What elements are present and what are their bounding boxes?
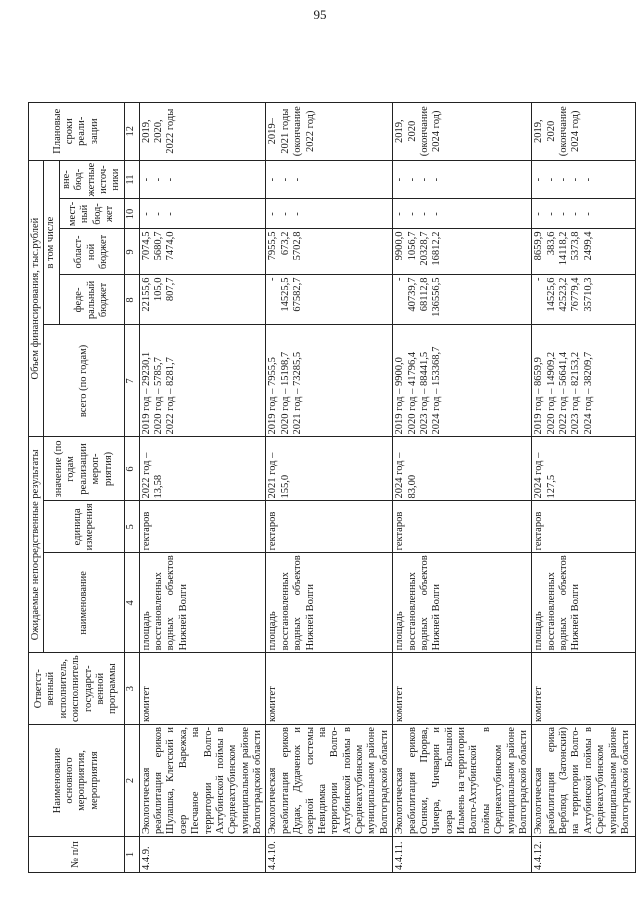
colnum-8: 8 (124, 275, 139, 325)
header-regional: област-ной бюджет (59, 229, 124, 275)
table-row (393, 102, 532, 872)
header-result-name: наименование (44, 553, 124, 653)
row-extra: - - - - (393, 160, 532, 199)
row-terms: 2019, 2020, 2022 годы (139, 102, 266, 160)
row-extra: - - - (139, 160, 266, 199)
colnum-2: 2 (124, 725, 139, 837)
header-value: значение (по годам реализации мероп-риятия) (44, 437, 124, 501)
row-extra: - - - (266, 160, 393, 199)
header-unit: единица измерения (44, 501, 124, 553)
row-regional: 7955,5 673,2 5702,8 (266, 229, 393, 275)
colnum-3: 3 (124, 653, 139, 725)
row-local: - - - (266, 199, 393, 229)
colnum-4: 4 (124, 553, 139, 653)
row-federal: - 14525,5 67582,7 (266, 275, 393, 325)
row-unit: гектаров (139, 501, 266, 553)
row-result: площадь восстановленных водных объектов Нижней Волги (532, 553, 636, 653)
row-value: 2024 год – 83,00 (393, 437, 532, 501)
row-no: 4.4.9. (139, 837, 266, 873)
row-result: площадь восстановленных водных объектов Нижней Волги (393, 553, 532, 653)
row-responsible: комитет (532, 653, 636, 725)
row-unit: гектаров (532, 501, 636, 553)
colnum-1: 1 (124, 837, 139, 873)
row-value: 2021 год – 155,0 (266, 437, 393, 501)
row-result: площадь восстановленных водных объектов Нижней Волги (139, 553, 266, 653)
row-local: - - - - (393, 199, 532, 229)
colnum-5: 5 (124, 501, 139, 553)
header-results: Ожидаемые непосредственные результаты (29, 437, 44, 653)
colnum-11: 11 (124, 160, 139, 199)
row-unit: гектаров (393, 501, 532, 553)
table-row (139, 102, 266, 872)
header-federal: феде-ральный бюджет (59, 275, 124, 325)
row-local: - - - - - (532, 199, 636, 229)
row-regional: 7074,5 5680,7 7474,0 (139, 229, 266, 275)
row-unit: гектаров (266, 501, 393, 553)
row-responsible: комитет (139, 653, 266, 725)
colnum-7: 7 (124, 325, 139, 437)
row-responsible: комитет (393, 653, 532, 725)
row-result: площадь восстановленных водных объектов Нижней Волги (266, 553, 393, 653)
row-total: 2019 год – 29230,1 2020 год – 5785,7 2022 год – 8281,7 (139, 325, 266, 437)
row-extra: - - - - - (532, 160, 636, 199)
header-funding: Объем финансирования, тыс.рублей (29, 160, 44, 437)
header-name: Наименование основного мероприятия, мероприятия (29, 725, 125, 837)
row-regional: 9900,0 1056,7 20328,7 16812,2 (393, 229, 532, 275)
row-name: Экологическая реабилитация ериков Дудак, Дудаченок и озерной системы Невидимка на территории Волго-Ахтубинской поймы в Среднеахтубинском муниципальном районе Волгоградской области (266, 725, 393, 837)
colnum-10: 10 (124, 199, 139, 229)
row-responsible: комитет (266, 653, 393, 725)
header-local: мест-ный бюд-жет (59, 199, 124, 229)
header-responsible: Ответст-венный исполнитель, соисполнитель государст-венной программы (29, 653, 125, 725)
row-name: Экологическая реабилитация ериков Шулашка, Клетский и озер Варежка, Песчаное на территории Волго-Ахтубинской поймы в Среднеахтубинском муниципальном районе Волгоградской области (139, 725, 266, 837)
row-no: 4.4.10. (266, 837, 393, 873)
header-terms: Плановые сроки реали-зации (29, 102, 125, 160)
row-no: 4.4.12. (532, 837, 636, 873)
table-row (532, 102, 636, 872)
row-federal: 22155,6 105,0 807,7 (139, 275, 266, 325)
colnum-9: 9 (124, 229, 139, 275)
page-number: 95 (313, 7, 327, 22)
row-regional: 8659,9 383,6 14118,2 5373,8 2499,4 (532, 229, 636, 275)
row-terms: 2019, 2020 (окончание 2024 год) (393, 102, 532, 160)
row-value: 2022 год – 13,58 (139, 437, 266, 501)
row-federal: - 40739,7 68112,8 136556,5 (393, 275, 532, 325)
row-total: 2019 год – 8659,9 2020 год – 14909,2 2022 год – 56641,4 2023 год – 82153,2 2024 год – 38209,7 (532, 325, 636, 437)
header-no: № п/п (29, 837, 125, 873)
header-including: в том числе (44, 160, 59, 325)
table-row (266, 102, 393, 872)
header-total: всего (по годам) (44, 325, 124, 437)
row-no: 4.4.11. (393, 837, 532, 873)
row-name: Экологическая реабилитация ерика Верблюд (Затонский) на территории Волго-Ахтубинской поймы в Среднеахтубинском муниципальном районе Волгоградской области (532, 725, 636, 837)
row-federal: - 14525,6 42523,2 76779,4 35710,3 (532, 275, 636, 325)
row-total: 2019 год – 7955,5 2020 год – 15198,7 2021 год – 73285,5 (266, 325, 393, 437)
row-terms: 2019– 2021 годы (окончание 2022 год) (266, 102, 393, 160)
row-terms: 2019, 2020 (окончание 2024 год) (532, 102, 636, 160)
row-name: Экологическая реабилитация ериков Осинки, Прорва, Чичера, Чичварин и озера Большой Ильмень на территории Волго-Ахтубинской поймы в Среднеахтубинском муниципальном районе Волгоградской области (393, 725, 532, 837)
row-value: 2024 год – 127,5 (532, 437, 636, 501)
colnum-12: 12 (124, 102, 139, 160)
header-extra: вне-бюд-жетные источ-ники (59, 160, 124, 199)
row-local: - - - (139, 199, 266, 229)
row-total: 2019 год – 9900,0 2020 год – 41796,4 2023 год – 88441,5 2024 год – 153368,7 (393, 325, 532, 437)
colnum-6: 6 (124, 437, 139, 501)
measures-table (28, 102, 636, 873)
